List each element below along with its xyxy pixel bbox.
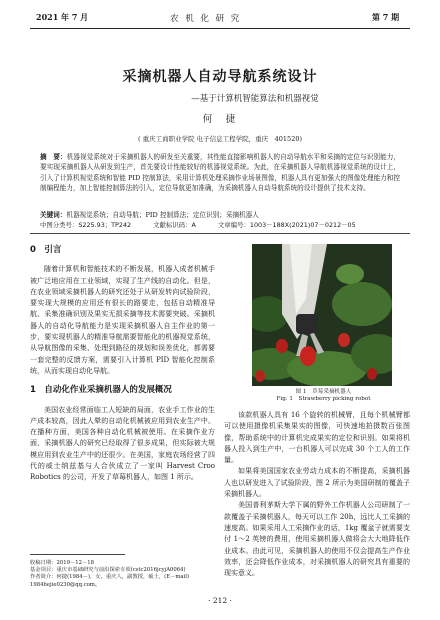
left-column	[30, 242, 215, 484]
figure-caption-en: Fig. 1 Strawberry picking robot	[276, 396, 371, 403]
article-title: 采摘机器人自动导航系统设计	[122, 69, 318, 85]
section-heading-intro: 0 引言	[30, 245, 62, 255]
right-column	[224, 410, 410, 579]
article-number: 文章编号：1003－188X(2021)07－0212－05	[217, 221, 356, 229]
classification-line	[40, 220, 400, 230]
footnote-fund: 基金项目：重庆市基础研究与前沿探索专项(cstc2016jcyjA0064)	[30, 567, 186, 574]
right-paragraph-2: 如果将美国国家农业劳动力成本的不断提高，采摘机器人也以研发进入了试验阶段，图 2 所示为美国研制的覆盖子采摘机器人。	[224, 467, 410, 499]
document-code: 文献标识码：A	[153, 221, 196, 229]
author-name: 何 捷	[202, 114, 238, 125]
page-number: · 212 ·	[208, 596, 232, 605]
header-journal-name: 农 机 化 研 究	[170, 14, 242, 24]
keywords-text: 机器视觉系统；自动导航；PID 控制算法；定位识别；采摘机器人	[66, 211, 259, 219]
header-rule	[30, 28, 410, 29]
running-header	[0, 0, 440, 30]
photo-illustration	[252, 244, 392, 386]
keywords-label: 关键词：	[40, 211, 67, 219]
development-paragraph: 美国农业经常面临工人短缺的局面，农业手工作业的生产成本较高，因此人晕的自动化机械被应用到农业生产中。在播种方面，美国各种自动化机械被使用。在采摘作业方面，采摘机器人的研究已经取得了很多成果，但实际被大规模应用到农业生产中的还很少。在美国，家庭农场经营了四代的威士纳兹基与人合伙成立了一家叫 Harvest Croo Robotics 的公司，开发了草莓机器人，如图 1 所示。	[30, 405, 215, 482]
figure-caption-cn: 图 1 草莓采摘机器人	[295, 389, 352, 395]
article-subtitle: —基于计算机智能算法和机器视觉	[191, 94, 319, 104]
right-paragraph-3: 美国普利茅斯大学下属的野外工作机器人公司研制了一款覆盖子采摘机器人，每天可以工作 20h，远比人工采摘的速度高。如果采用人工采摘作业的话，1kg 覆盆子就需要支付 1～2 英镑的费用，使用采摘机器人做将会大大地降低作业成本。由此可见，采摘机器人的使用不仅会提高生产作业效率，还会降低作业成本，对采摘机器人的研究具有重要的现实意义。	[224, 501, 410, 578]
header-date: 2021 年 7 月	[36, 12, 89, 22]
right-paragraph-1: 该款机器人具有 16 个旋转的机械臂，且每个机械臂都可以使用摄像机采集果实的图像，可快速地拍摄数百张图像，帮助系统中的计算机完成果实的定位和识别。如果将机器人投入到生产中，一台机器人可以完成 30 个工人的工作量。	[224, 411, 410, 465]
abstract-label: 摘 要：	[40, 153, 67, 161]
intro-paragraph: 随着计算机和智能技术的不断发展，机器人成者机械手被广泛地应用在工业领域，实现了生产线的自动化。但是，在农业领域采摘机器人的研究还处于从研发转向试验阶段，要实现大规模的应用还有很长的路要走，包括自动精准导航、采集准确识别及果实无损采摘等技术需要突破。采摘机器人的自动化导航能力是实现采摘机器人自主作业的第一步，要实现机器人的精准导航需要智能化的机器视觉系统，从导航图像的采集、处理到路径的规划和误差优化，都需要一套完整的反馈方案，需要引入计算机 PID 智能化控制系统，从而实现自动化导航。	[30, 265, 215, 375]
abstract	[40, 152, 400, 193]
section-heading-development: 1 自动化作业采摘机器人的发展概况	[30, 385, 172, 396]
abstract-separator	[30, 233, 410, 234]
footnote	[30, 560, 215, 589]
keywords	[40, 210, 400, 220]
abstract-text: 机器视觉系统对于采摘机器人的研发至关重要，其性能直接影响机器人的自动导航水平和采摘的定位与识别能力，要实现采摘机器人从研发到生产，首先要设计性能较好的机器视觉系统。为此，在采摘机器人导航机器视觉系统的设计上，引入了计算机视觉系统和智能 PID 控制算法，采用计算机处理采摘作业场景图像，机器人具有更加强大的图像处理能力和控制编程能力，加上智能控制算法的引入，定位导航更加准确，为采摘机器人自动导航系统的设计提供了技术支持。	[40, 153, 401, 192]
footnote-author-bio: 作者简介：何捷(1984－)，女，重庆人，副教授，硕士，(E－mail) 1984hejie0230@qq.com。	[30, 574, 190, 588]
strawberry-robot-photo	[252, 244, 392, 386]
figure-caption	[246, 389, 401, 404]
header-issue: 第 7 期	[372, 12, 400, 22]
footnote-received: 收稿日期：2019－12－18	[30, 560, 95, 566]
footnote-rule	[30, 554, 125, 555]
clc-number: 中图分类号：S225.93；TP242	[40, 221, 132, 229]
author-affiliation: ( 重庆工商职业学院 电子信息工程学院，重庆 401520)	[137, 135, 303, 143]
